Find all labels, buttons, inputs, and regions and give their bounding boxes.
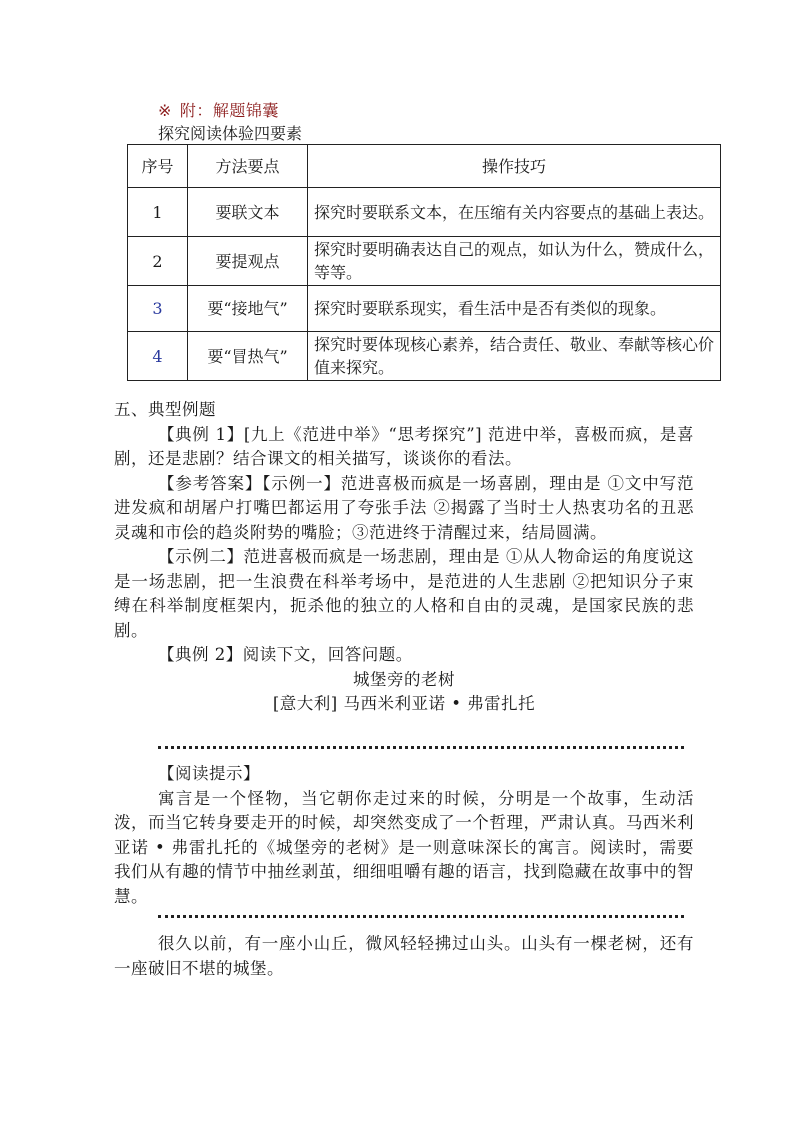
tip-label: 附：解题锦囊 bbox=[179, 101, 279, 120]
header-index: 序号 bbox=[128, 145, 188, 188]
reference-mark-icon: ※ bbox=[158, 101, 172, 120]
row-method: 要“冒热气” bbox=[188, 332, 308, 381]
table-title: 探究阅读体验四要素 bbox=[158, 124, 303, 143]
example-1: 【典例 1】[九上《范进中举》“思考探究”] 范进中举，喜极而疯，是喜剧，还是悲剧？结合课文的相关描写，谈谈你的看法。 bbox=[114, 424, 694, 468]
story-body bbox=[114, 932, 694, 981]
row-index: 2 bbox=[128, 237, 188, 286]
row-technique: 探究时要联系现实，看生活中是否有类似的现象。 bbox=[308, 286, 721, 332]
examples-section bbox=[114, 398, 694, 717]
header-method: 方法要点 bbox=[188, 145, 308, 188]
answer-2: 【示例二】范进喜极而疯是一场悲剧，理由是 ①从人物命运的角度说这是一场悲剧，把一生浪费在科举考场中，是范进的人生悲剧 ②把知识分子束缚在科举制度框架内，扼杀他的独立的人格和自由的灵魂，是国家民族的悲剧。 bbox=[114, 547, 694, 640]
row-index: 4 bbox=[128, 332, 188, 381]
story-author: [意大利] 马西米利亚诺 • 弗雷扎托 bbox=[272, 694, 536, 713]
row-index: 3 bbox=[128, 286, 188, 332]
dotted-divider bbox=[158, 746, 684, 749]
table-row bbox=[128, 332, 721, 381]
table-row bbox=[128, 188, 721, 237]
story-title: 城堡旁的老树 bbox=[353, 669, 455, 689]
answer-1: 【参考答案】【示例一】范进喜极而疯是一场喜剧，理由是 ①文中写范进发疯和胡屠户打嘴巴都运用了夸张手法 ②揭露了当时士人热衷功名的丑恶灵魂和市侩的趋炎附势的嘴脸；③范进终于清醒过来，结局圆满。 bbox=[114, 473, 694, 542]
dotted-divider bbox=[158, 915, 684, 918]
table-row bbox=[128, 286, 721, 332]
row-method: 要“接地气” bbox=[188, 286, 308, 332]
table-row bbox=[128, 237, 721, 286]
row-technique: 探究时要明确表达自己的观点，如认为什么，赞成什么，等等。 bbox=[308, 237, 721, 286]
row-method: 要提观点 bbox=[188, 237, 308, 286]
methods-table bbox=[127, 144, 721, 381]
row-technique: 探究时要联系文本，在压缩有关内容要点的基础上表达。 bbox=[308, 188, 721, 237]
table-header-row bbox=[128, 145, 721, 188]
row-index: 1 bbox=[128, 188, 188, 237]
story-opening: 很久以前，有一座小山丘，微风轻轻拂过山头。山头有一棵老树，还有一座破旧不堪的城堡。 bbox=[114, 934, 694, 978]
hint-heading: 【阅读提示】 bbox=[158, 764, 260, 783]
header-technique: 操作技巧 bbox=[308, 145, 721, 188]
hint-text: 寓言是一个怪物，当它朝你走过来的时候，分明是一个故事，生动活泼，而当它转身要走开的时候，却突然变成了一个哲理，严肃认真。马西米利亚诺 • 弗雷扎托的《城堡旁的老树》是一则意味深长的寓言。阅读时，需要我们从有趣的情节中抽丝剥茧，细细咀嚼有趣的语言，找到隐藏在故事中的智慧。 bbox=[114, 788, 694, 906]
row-technique: 探究时要体现核心素养，结合责任、敬业、奉献等核心价值来探究。 bbox=[308, 332, 721, 381]
section-heading: 五、典型例题 bbox=[114, 400, 216, 419]
row-method: 要联文本 bbox=[188, 188, 308, 237]
example-2: 【典例 2】阅读下文，回答问题。 bbox=[158, 645, 413, 664]
tip-heading bbox=[158, 98, 279, 121]
reading-hint bbox=[114, 762, 694, 909]
